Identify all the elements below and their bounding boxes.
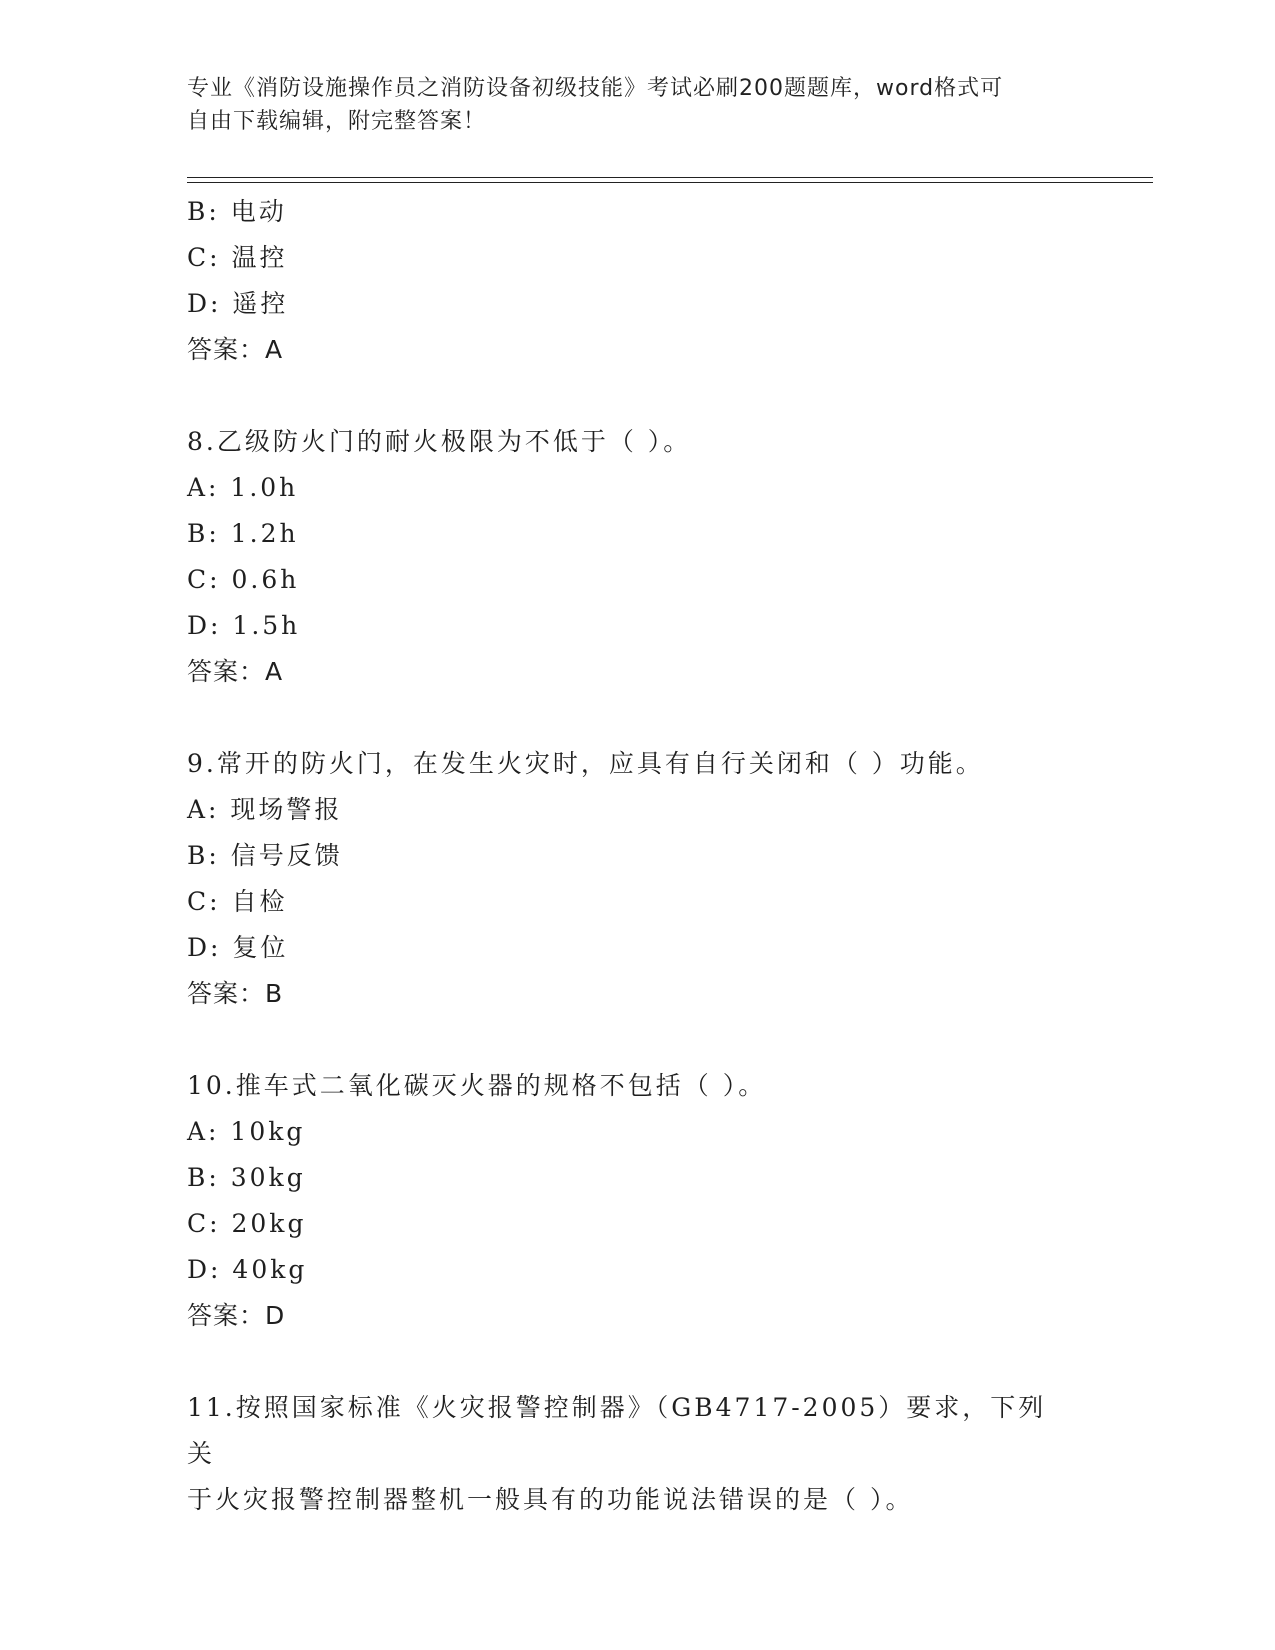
question-9 — [187, 741, 1087, 1017]
option-c: C: 0.6h — [187, 565, 300, 594]
question-11 — [187, 1385, 1067, 1523]
header-divider-bottom — [187, 182, 1153, 183]
header-divider-top — [187, 177, 1153, 178]
option-c: C: 自检 — [187, 887, 288, 916]
option-c: C: 20kg — [187, 1209, 307, 1238]
option-c: C: 温控 — [187, 243, 288, 272]
header-line-1: 专业《消防设施操作员之消防设备初级技能》考试必刷200题题库，word格式可 — [187, 76, 1004, 101]
header-line-2: 自由下载编辑，附完整答案！ — [187, 109, 487, 134]
question-title: 9.常开的防火门，在发生火灾时，应具有自行关闭和（ ）功能。 — [187, 749, 984, 778]
option-d: D: 复位 — [187, 933, 289, 962]
question-title: 8.乙级防火门的耐火极限为不低于（ ）。 — [187, 427, 692, 456]
option-d: D: 遥控 — [187, 289, 289, 318]
option-b: B: 1.2h — [187, 519, 299, 548]
answer-label: 答案：B — [187, 979, 284, 1008]
question-title-line-2: 于火灾报警控制器整机一般具有的功能说法错误的是（ ）。 — [187, 1485, 914, 1514]
option-d: D: 40kg — [187, 1255, 308, 1284]
option-a: A: 现场警报 — [187, 795, 343, 824]
question-8 — [187, 419, 1087, 695]
question-title-line-1: 11.按照国家标准《火灾报警控制器》（GB4717-2005）要求，下列关 — [187, 1393, 1047, 1468]
answer-label: 答案：D — [187, 1301, 286, 1330]
option-b: B: 信号反馈 — [187, 841, 343, 870]
document-header — [187, 72, 1067, 138]
option-a: A: 10kg — [187, 1117, 306, 1146]
option-d: D: 1.5h — [187, 611, 301, 640]
question-list — [187, 189, 1087, 1523]
option-b: B: 电动 — [187, 197, 287, 226]
question-10 — [187, 1063, 1087, 1339]
question-title: 10.推车式二氧化碳灭火器的规格不包括（ ）。 — [187, 1071, 767, 1100]
question-7-continued — [187, 189, 1087, 373]
option-b: B: 30kg — [187, 1163, 306, 1192]
option-a: A: 1.0h — [187, 473, 299, 502]
answer-label: 答案：A — [187, 335, 284, 364]
answer-label: 答案：A — [187, 657, 284, 686]
